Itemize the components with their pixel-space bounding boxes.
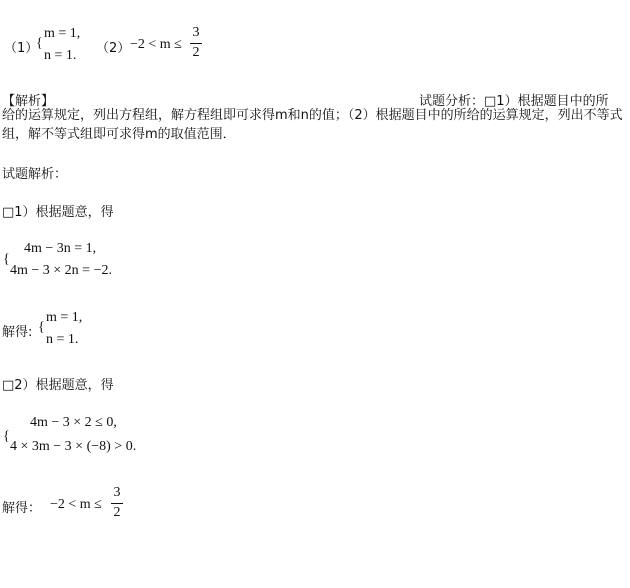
analysis-intro-label: 试题分析： bbox=[419, 94, 485, 109]
fraction-denominator: 2 bbox=[113, 505, 121, 520]
analysis-line1-rest: 根据题目中的所 bbox=[517, 94, 609, 109]
fraction-bar bbox=[190, 43, 202, 44]
step2-inequality-2: 4 × 3m − 3 × (−8) > 0. bbox=[10, 439, 137, 454]
left-brace-icon: { bbox=[3, 252, 10, 267]
step1-equation-2: 4m − 3 × 2n = −2. bbox=[10, 263, 112, 278]
step1-title bbox=[2, 201, 114, 220]
step1-text: 根据题意，得 bbox=[35, 205, 114, 220]
analysis-heading: 【解析】 bbox=[2, 94, 55, 109]
solution-heading: 试题解析： bbox=[2, 167, 68, 182]
step2-marker: □2） bbox=[2, 378, 36, 393]
step1-equation-1: 4m − 3n = 1, bbox=[24, 241, 97, 256]
analysis-text: 给的运算规定，列出方程组，解方程组即可求得m和n的值；（2）根据题目中的所给的运算规定，列出不等式组，解不等式组即可求得m的取值范围． bbox=[2, 108, 623, 142]
step2-inequality-1: 4m − 3 × 2 ≤ 0, bbox=[30, 415, 117, 430]
part1-equation-2: n = 1. bbox=[44, 48, 77, 63]
step1-solution-2: n = 1. bbox=[46, 332, 79, 347]
step1-marker: □1） bbox=[2, 205, 36, 220]
fraction-denominator: 2 bbox=[192, 45, 200, 60]
step2-solve-label: 解得： bbox=[2, 501, 42, 516]
step2-result: −2 < m ≤ bbox=[50, 497, 102, 512]
fraction-bar bbox=[111, 503, 123, 504]
left-brace-icon: { bbox=[3, 429, 10, 444]
analysis-part1-marker: □1） bbox=[484, 94, 518, 109]
left-brace-icon: { bbox=[38, 320, 45, 335]
fraction-numerator: 3 bbox=[192, 25, 200, 40]
part2-label: （2） bbox=[96, 41, 131, 56]
left-brace-icon: { bbox=[36, 36, 43, 51]
step1-solution-1: m = 1, bbox=[46, 310, 83, 325]
step1-solve-label: 解得: bbox=[2, 325, 33, 340]
part1-label: （1） bbox=[4, 41, 39, 56]
fraction-numerator: 3 bbox=[113, 485, 121, 500]
step2-text: 根据题意，得 bbox=[35, 378, 114, 393]
part2-inequality: −2 < m ≤ bbox=[130, 37, 182, 52]
part1-equation-1: m = 1, bbox=[44, 26, 81, 41]
step2-title bbox=[2, 374, 114, 393]
